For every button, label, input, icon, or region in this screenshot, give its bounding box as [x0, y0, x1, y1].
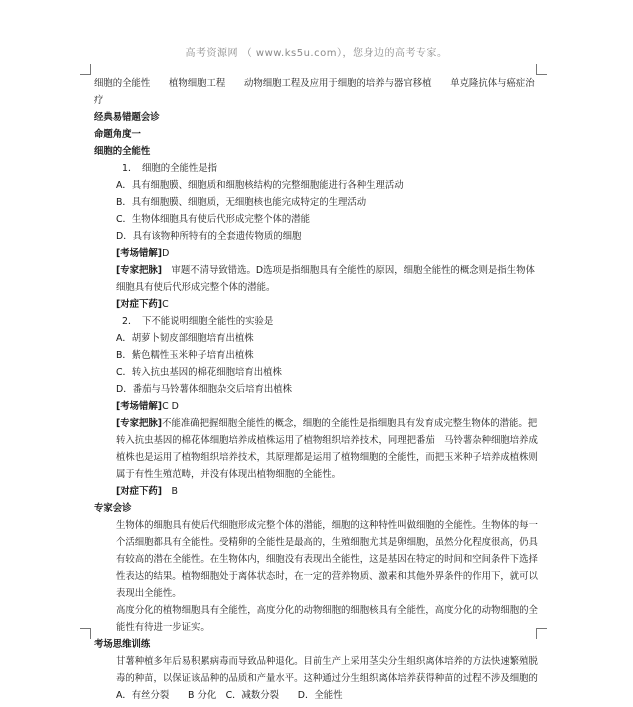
answer-label: [考场错解]: [116, 248, 163, 259]
text-line: [94, 347, 542, 364]
line-text: D．具有该物种所特有的全套遗传物质的细胞: [116, 231, 302, 242]
text-line: [94, 517, 542, 602]
text-line: [94, 211, 542, 228]
section-heading: [94, 500, 542, 517]
line-text: D: [162, 248, 170, 259]
crop-mark-bottom-left: [80, 628, 91, 639]
answer-line: [94, 483, 542, 500]
text-line: [94, 364, 542, 381]
line-text: 审题不清导致错选。D选项是指细胞具有全能性的原因，细胞全能性的概念则是指生物体细胞具有使后代形成完整个体的潜能。: [116, 265, 535, 293]
answer-line: [94, 415, 542, 483]
section-heading: [94, 126, 542, 143]
text-line: [94, 687, 542, 704]
crop-mark-top-right: [536, 64, 547, 75]
answer-line: [94, 398, 542, 415]
text-line: [94, 653, 542, 687]
crop-mark-top-left: [80, 64, 91, 75]
text-line: [94, 330, 542, 347]
line-text: 2． 下不能说明细胞全能性的实验是: [122, 316, 274, 327]
line-text: 甘薯种植多年后易积累病毒而导致品种退化。目前生产上采用茎尖分生组织离体培养的方法快速繁殖脱毒的种苗，以保证该品种的品质和产量水平。这种通过分生组织离体培养获得种苗的过程不涉及细胞的: [116, 656, 538, 684]
line-text: 考场思维训练: [94, 639, 151, 650]
text-line: [94, 228, 542, 245]
line-text: B．紫色糯性玉米种子培育出植株: [116, 350, 254, 361]
answer-label: [对症下药]: [116, 299, 163, 310]
line-text: 命题角度一: [94, 129, 141, 140]
line-text: A．有丝分裂 B 分化 C．减数分裂 D．全能性: [116, 690, 343, 701]
line-text: 经典易错题会诊: [94, 112, 160, 123]
line-text: 细胞的全能性: [94, 146, 151, 157]
line-text: C．生物体细胞具有使后代形成完整个体的潜能: [116, 214, 311, 225]
line-text: 专家会诊: [94, 503, 132, 514]
text-line: [94, 602, 542, 636]
answer-line: [94, 245, 542, 262]
text-line: [94, 160, 542, 177]
page-header: 高考资源网 （ www.ks5u.com），您身边的高考专家。: [185, 48, 448, 59]
line-text: 高度分化的植物细胞具有全能性，高度分化的动物细胞的细胞核具有全能性，高度分化的动物细胞的全能性有待进一步证实。: [116, 605, 538, 633]
line-text: B: [162, 486, 178, 497]
line-text: 1． 细胞的全能性是指: [122, 163, 218, 174]
line-text: C D: [162, 401, 179, 412]
answer-label: [专家把脉]: [116, 418, 163, 429]
text-line: [94, 194, 542, 211]
text-line: [94, 313, 542, 330]
section-heading: [94, 636, 542, 653]
line-text: A．具有细胞膜、细胞质和细胞核结构的完整细胞能进行各种生理活动: [116, 180, 404, 191]
line-text: 不能准确把握细胞全能性的概念，细胞的全能性是指细胞具有发育成完整生物体的潜能。把转入抗虫基因的棉花体细胞培养成植株运用了植物组织培养技术，同理把番茄 马铃薯杂种细胞培养成植株也是运用了植物组织培养技术，其原理都是运用了植物细胞的全能性，而把玉米种子培养成植株则属于有性生殖范畴，并没有体现出植物细胞的全能性。: [116, 418, 538, 480]
answer-line: [94, 262, 542, 296]
answer-label: [专家把脉]: [116, 265, 163, 276]
line-text: C．转入抗虫基因的棉花细胞培育出植株: [116, 367, 282, 378]
text-line: [94, 381, 542, 398]
line-text: 生物体的细胞具有使后代细胞形成完整个体的潜能，细胞的这种特性叫做细胞的全能性。生物体的每一个活细胞都具有全能性。受精卵的全能性是最高的，生殖细胞尤其是卵细胞，虽然分化程度很高，仍具有较高的潜在全能性。在生物体内，细胞没有表现出全能性，这是基因在特定的时间和空间条件下选择性表达的结果。植物细胞处于离体状态时，在一定的营养物质、激素和其他外界条件的作用下，就可以表现出全能性。: [116, 520, 538, 599]
line-text: C: [162, 299, 169, 310]
line-text: 细胞的全能性 植物细胞工程 动物细胞工程及应用于细胞的培养与器官移植 单克隆抗体与癌症治疗: [94, 78, 535, 106]
line-text: B．具有细胞膜、细胞质，无细胞核也能完成特定的生理活动: [116, 197, 367, 208]
answer-label: [对症下药]: [116, 486, 163, 497]
document-body: [94, 75, 542, 704]
answer-line: [94, 296, 542, 313]
line-text: A．胡萝卜韧皮部细胞培育出植株: [116, 333, 254, 344]
line-text: D．番茄与马铃薯体细胞杂交后培育出植株: [116, 384, 292, 395]
answer-label: [考场错解]: [116, 401, 163, 412]
text-line: [94, 177, 542, 194]
section-heading: [94, 109, 542, 126]
text-line: [94, 75, 542, 109]
section-heading: [94, 143, 542, 160]
